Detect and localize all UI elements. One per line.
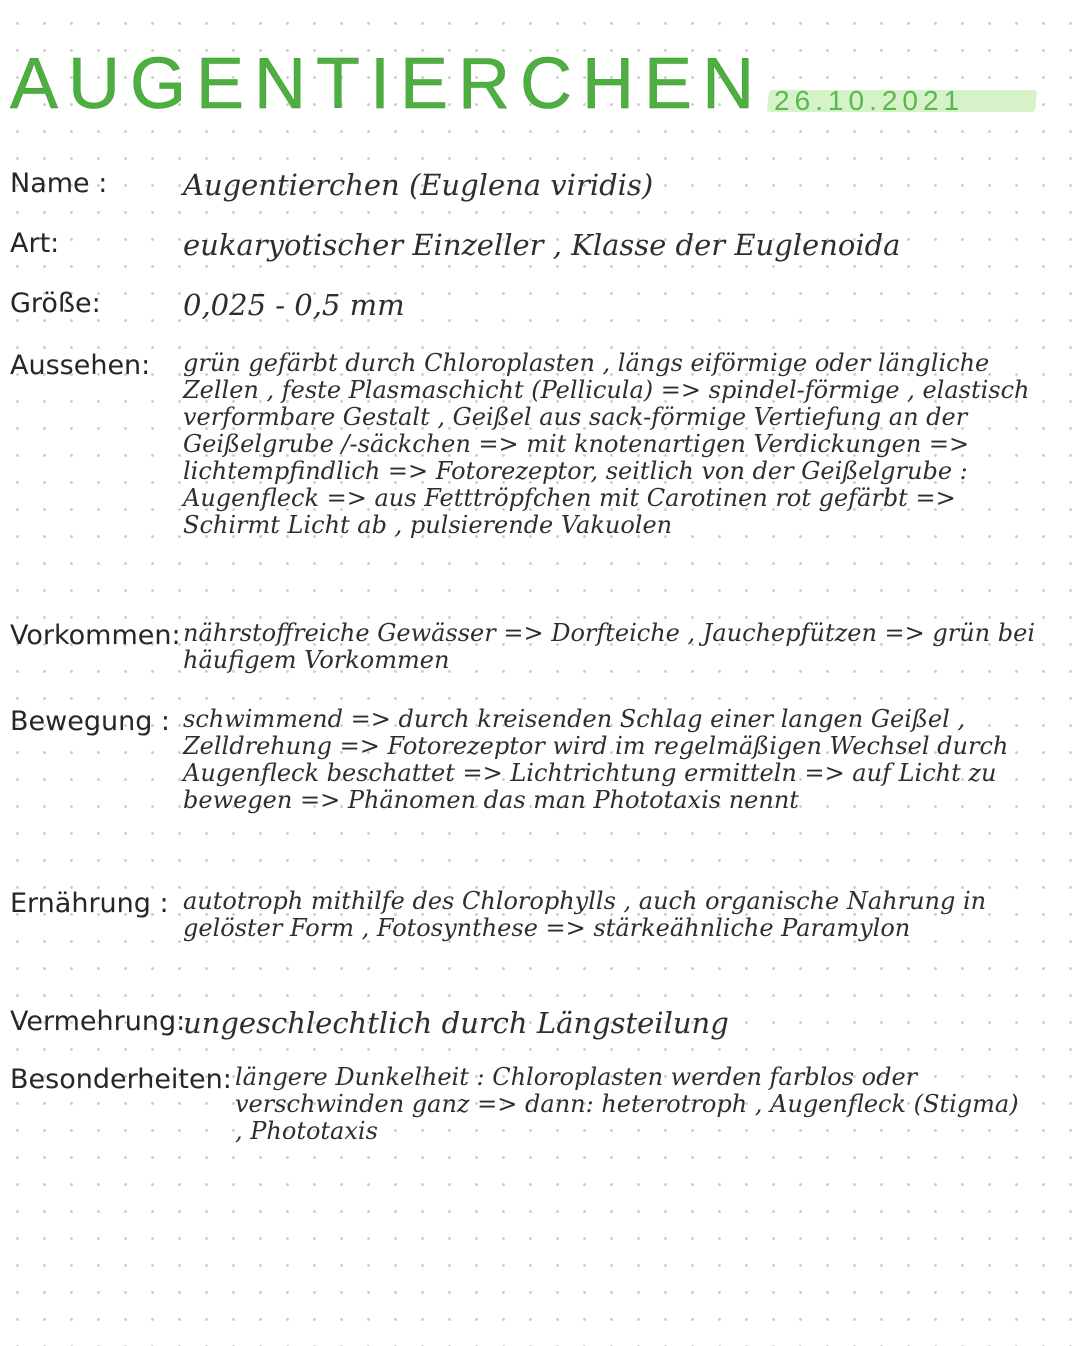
entry-label-art: Art: <box>10 228 60 259</box>
page-title: AUGENTIERCHEN <box>10 44 765 124</box>
entry-value-vermehrung: ungeschlechtlich durch Längsteilung <box>183 1006 729 1040</box>
entry-label-vorkommen: Vorkommen: <box>10 620 181 651</box>
entry-value-name: Augentierchen (Euglena viridis) <box>183 168 654 202</box>
entry-value-art: eukaryotischer Einzeller , Klasse der Euglenoida <box>183 228 901 262</box>
entry-label-ernaehrung: Ernährung : <box>10 888 169 919</box>
date-text: 26.10.2021 <box>774 85 965 116</box>
entry-label-groesse: Größe: <box>10 288 101 319</box>
date-stamp <box>760 86 1036 116</box>
entry-label-besonderheiten: Besonderheiten: <box>10 1064 232 1095</box>
entry-value-vorkommen: nährstoffreiche Gewässer => Dorfteiche , Jauchepfützen => grün bei häufigem Vorkommen <box>183 619 1035 674</box>
entry-label-vermehrung: Vermehrung: <box>10 1006 186 1037</box>
entry-value-bewegung: schwimmend => durch kreisenden Schlag einer langen Geißel , Zelldrehung => Fotorezeptor wird im regelmäßigen Wechsel durch Augenfleck beschattet => Lichtrichtung ermitteln => auf Licht zu bewegen => Phänomen das man Phototaxis nennt <box>183 705 1009 814</box>
entry-label-aussehen: Aussehen: <box>10 350 151 381</box>
entry-value-groesse: 0,025 - 0,5 mm <box>183 288 405 322</box>
entry-label-bewegung: Bewegung : <box>10 706 171 737</box>
entry-value-aussehen: grün gefärbt durch Chloroplasten , längs eiförmige oder längliche Zellen , feste Plasmaschicht (Pellicula) => spindel-förmige , elastisch verformbare Gestalt , Geißel aus sack-förmige Vertiefung an der Geißelgrube /-säckchen => mit knotenartigen Verdickungen => lichtempfindlich => Fotorezeptor, seitlich von der Geißelgrube : Augenfleck => aus Fetttröpfchen mit Carotinen rot gefärbt => Schirmt Licht ab , pulsierende Vakuolen <box>183 349 1030 539</box>
entry-value-besonderheiten: längere Dunkelheit : Chloroplasten werden farblos oder verschwinden ganz => dann: heterotroph , Augenfleck (Stigma) , Phototaxis <box>235 1063 1019 1145</box>
entry-label-name: Name : <box>10 168 108 199</box>
entry-value-ernaehrung: autotroph mithilfe des Chlorophylls , auch organische Nahrung in gelöster Form , Fotosynthese => stärkeähnliche Paramylon <box>183 887 987 942</box>
